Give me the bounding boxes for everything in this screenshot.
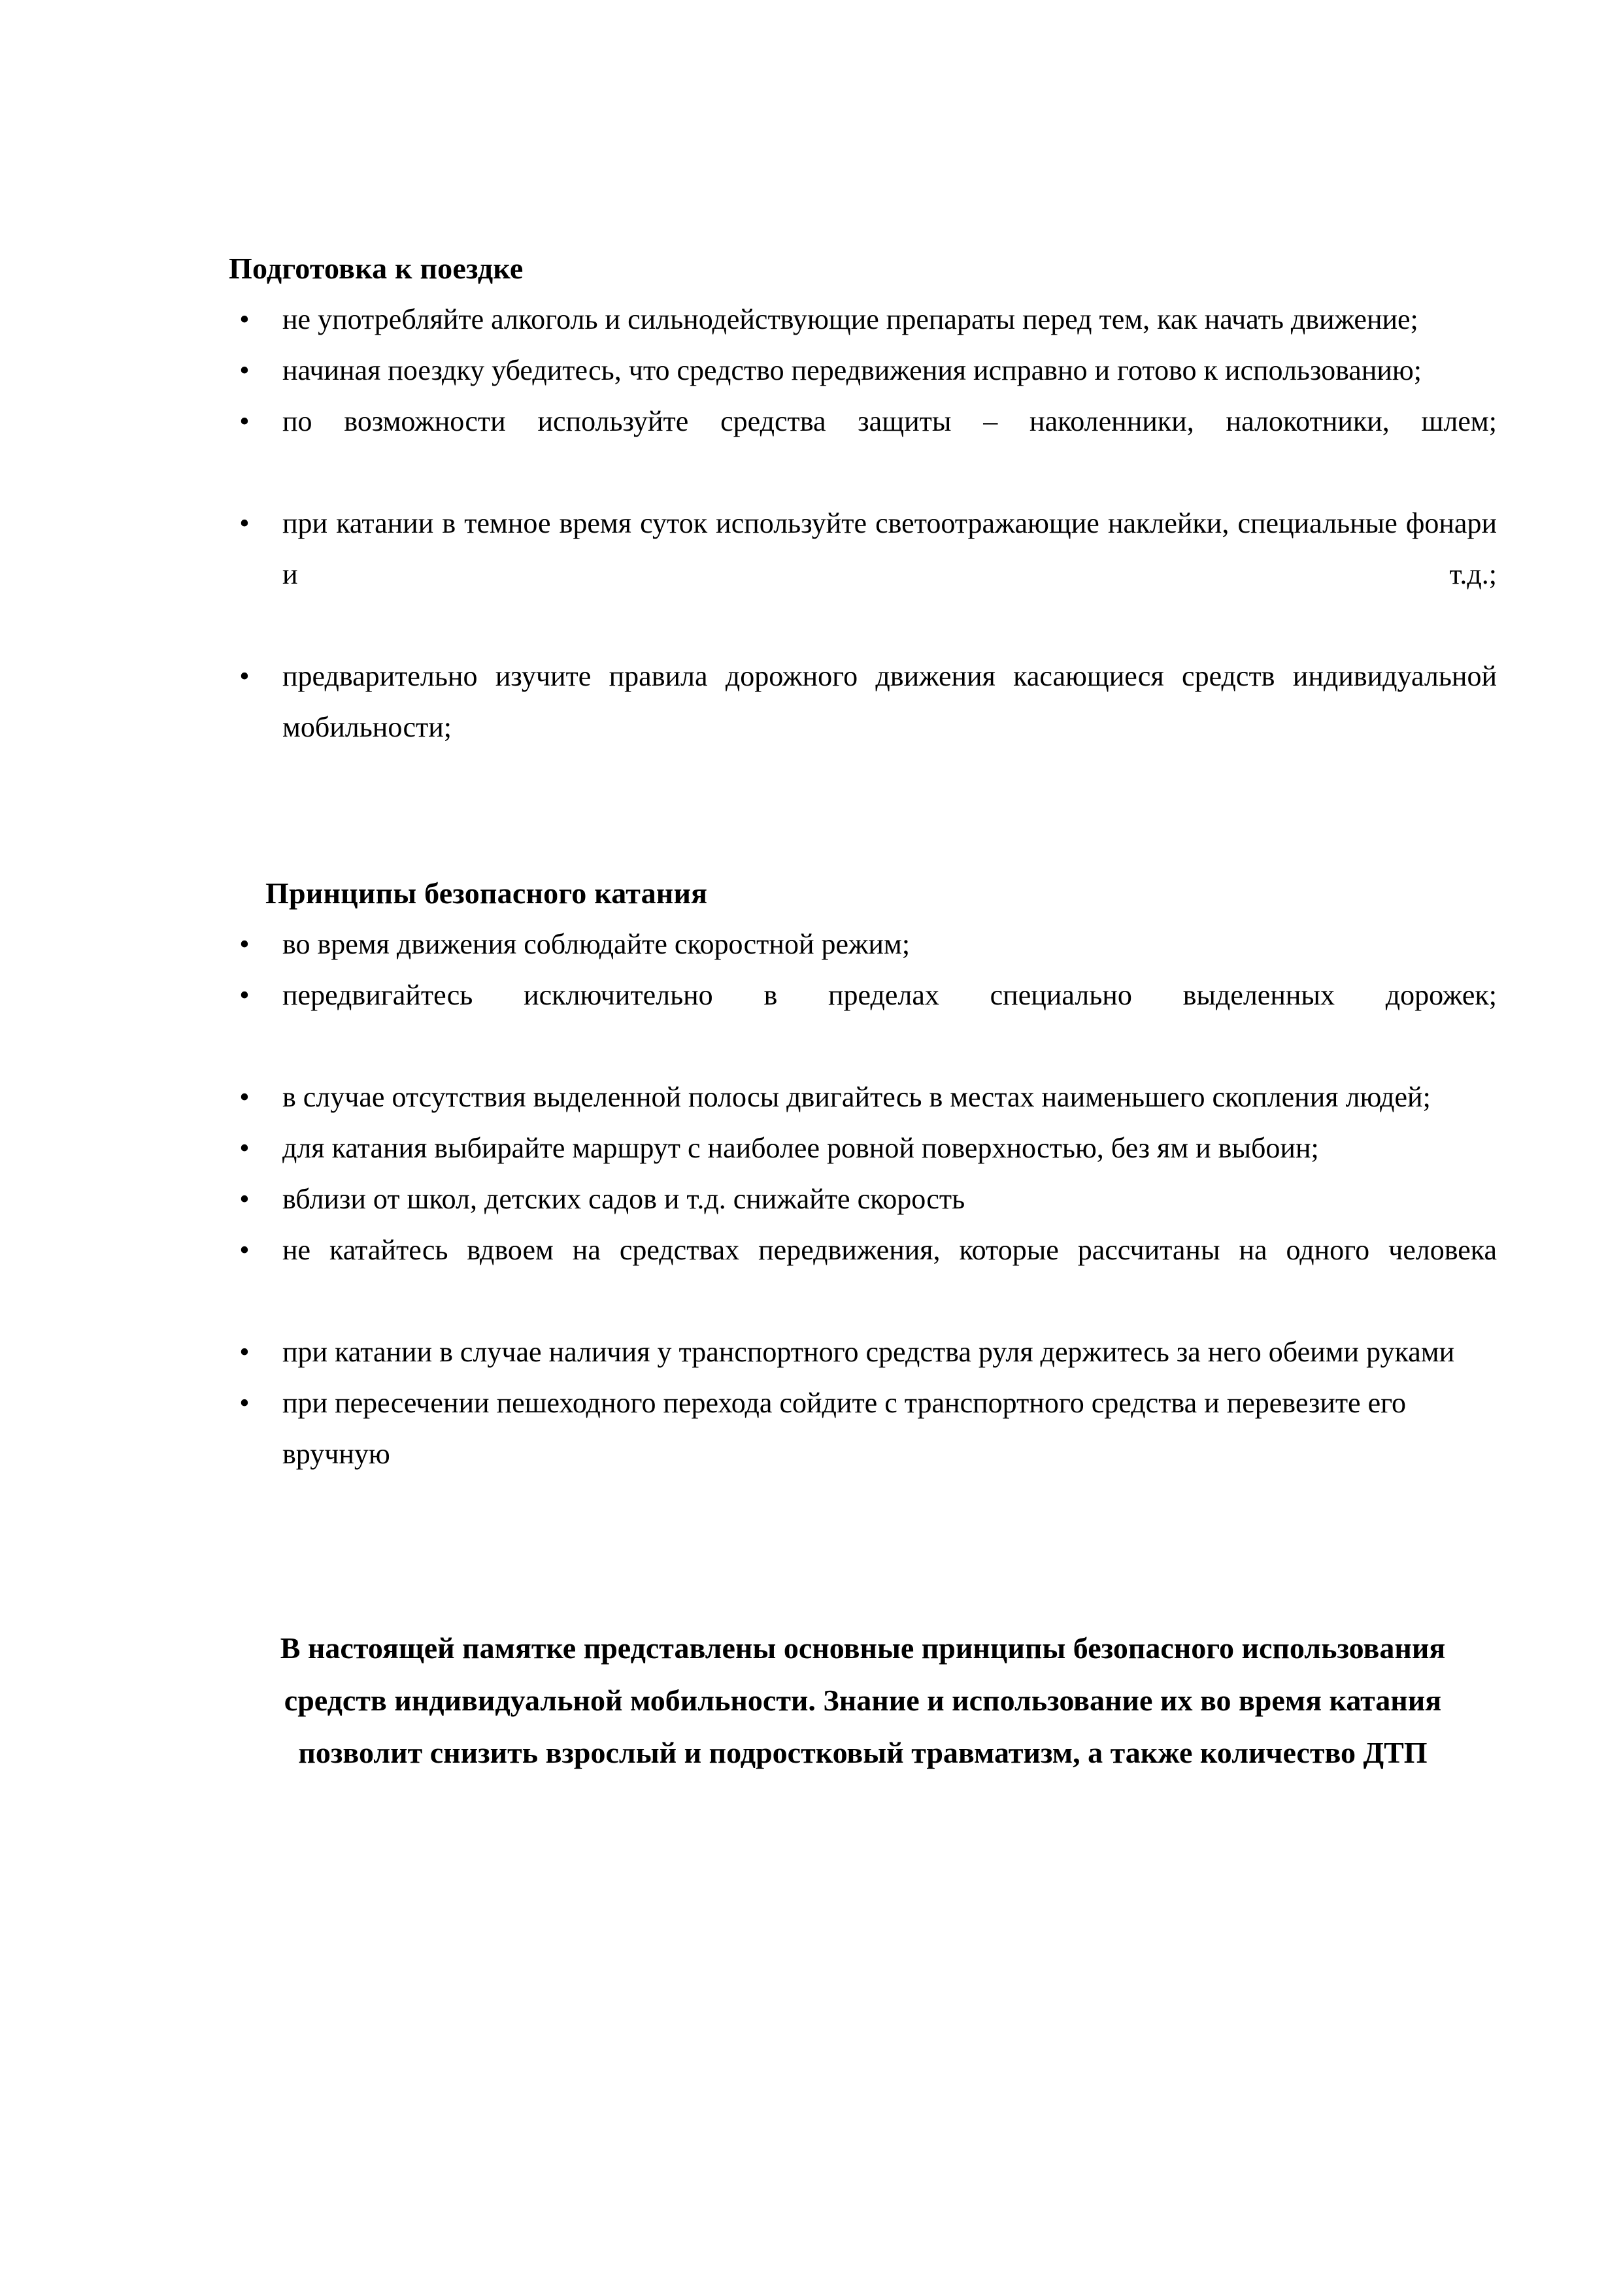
- list-item: [229, 1123, 1497, 1174]
- bullet-point-icon: •: [239, 979, 250, 1011]
- list-item: [229, 1072, 1497, 1123]
- list-item: [229, 498, 1497, 651]
- list-item-text: при катании в темное время суток используйте светоотражающие наклейки, специальные фонари и т.д.;: [282, 507, 1497, 590]
- list-item: [229, 1378, 1497, 1480]
- list-item: [229, 294, 1497, 345]
- bullet-point-icon: •: [239, 405, 250, 437]
- closing-note: В настоящей памятке представлены основные принципы безопасного использования средств индивидуальной мобильности. Знание и использование их во время катания позволит снизить взрослый и подростковый травматизм, а также количество ДТП: [280, 1631, 1446, 1769]
- list-item-text: передвигайтесь исключительно в пределах специально выделенных дорожек;: [282, 979, 1497, 1011]
- section-heading-safe-riding: Принципы безопасного катания: [265, 876, 708, 910]
- bullet-point-icon: •: [239, 1387, 250, 1419]
- list-item: [229, 1174, 1497, 1225]
- list-item-text: начиная поездку убедитесь, что средство передвижения исправно и готово к использованию;: [282, 354, 1422, 386]
- list-item: [229, 396, 1497, 498]
- document-body: [229, 243, 1497, 1779]
- bullet-point-icon: •: [239, 928, 250, 960]
- list-item: [229, 651, 1497, 804]
- bullet-point-icon: •: [239, 354, 250, 386]
- bullet-point-icon: •: [239, 660, 250, 692]
- bullet-point-icon: •: [239, 1081, 250, 1113]
- bullet-point-icon: •: [239, 507, 250, 539]
- list-item-text: предварительно изучите правила дорожного движения касающиеся средств индивидуальной мобильности;: [282, 660, 1497, 743]
- bullet-point-icon: •: [239, 1234, 250, 1266]
- section-spacer: [229, 804, 1497, 868]
- list-item-text: при пересечении пешеходного перехода сойдите с транспортного средства и перевезите его вручную: [282, 1387, 1407, 1470]
- list-item: [229, 345, 1497, 396]
- list-item-text: вблизи от школ, детских садов и т.д. снижайте скорость: [282, 1183, 965, 1215]
- closing-spacer: [229, 1480, 1497, 1622]
- list-item-text: для катания выбирайте маршрут с наиболее ровной поверхностью, без ям и выбоин;: [282, 1132, 1319, 1164]
- list-item-text: в случае отсутствия выделенной полосы двигайтесь в местах наименьшего скопления людей;: [282, 1081, 1431, 1113]
- bullet-point-icon: •: [239, 1183, 250, 1215]
- bullet-list-preparation: [229, 294, 1497, 804]
- list-item: [229, 1225, 1497, 1327]
- list-item-text: не катайтесь вдвоем на средствах передвижения, которые рассчитаны на одного человека: [282, 1234, 1497, 1266]
- bullet-point-icon: •: [239, 1336, 250, 1368]
- list-item-text: во время движения соблюдайте скоростной режим;: [282, 928, 911, 960]
- list-item: [229, 919, 1497, 970]
- bullet-point-icon: •: [239, 303, 250, 335]
- bullet-point-icon: •: [239, 1132, 250, 1164]
- list-item-text: не употребляйте алкоголь и сильнодействующие препараты перед тем, как начать движение;: [282, 303, 1418, 335]
- bullet-list-safe-riding: [229, 919, 1497, 1480]
- list-item-text: при катании в случае наличия у транспортного средства руля держитесь за него обеими руками: [282, 1336, 1455, 1368]
- list-item: [229, 1327, 1497, 1378]
- list-item: [229, 970, 1497, 1072]
- section-heading-preparation: Подготовка к поездке: [229, 252, 524, 285]
- list-item-text: по возможности используйте средства защиты – наколенники, налокотники, шлем;: [282, 405, 1497, 437]
